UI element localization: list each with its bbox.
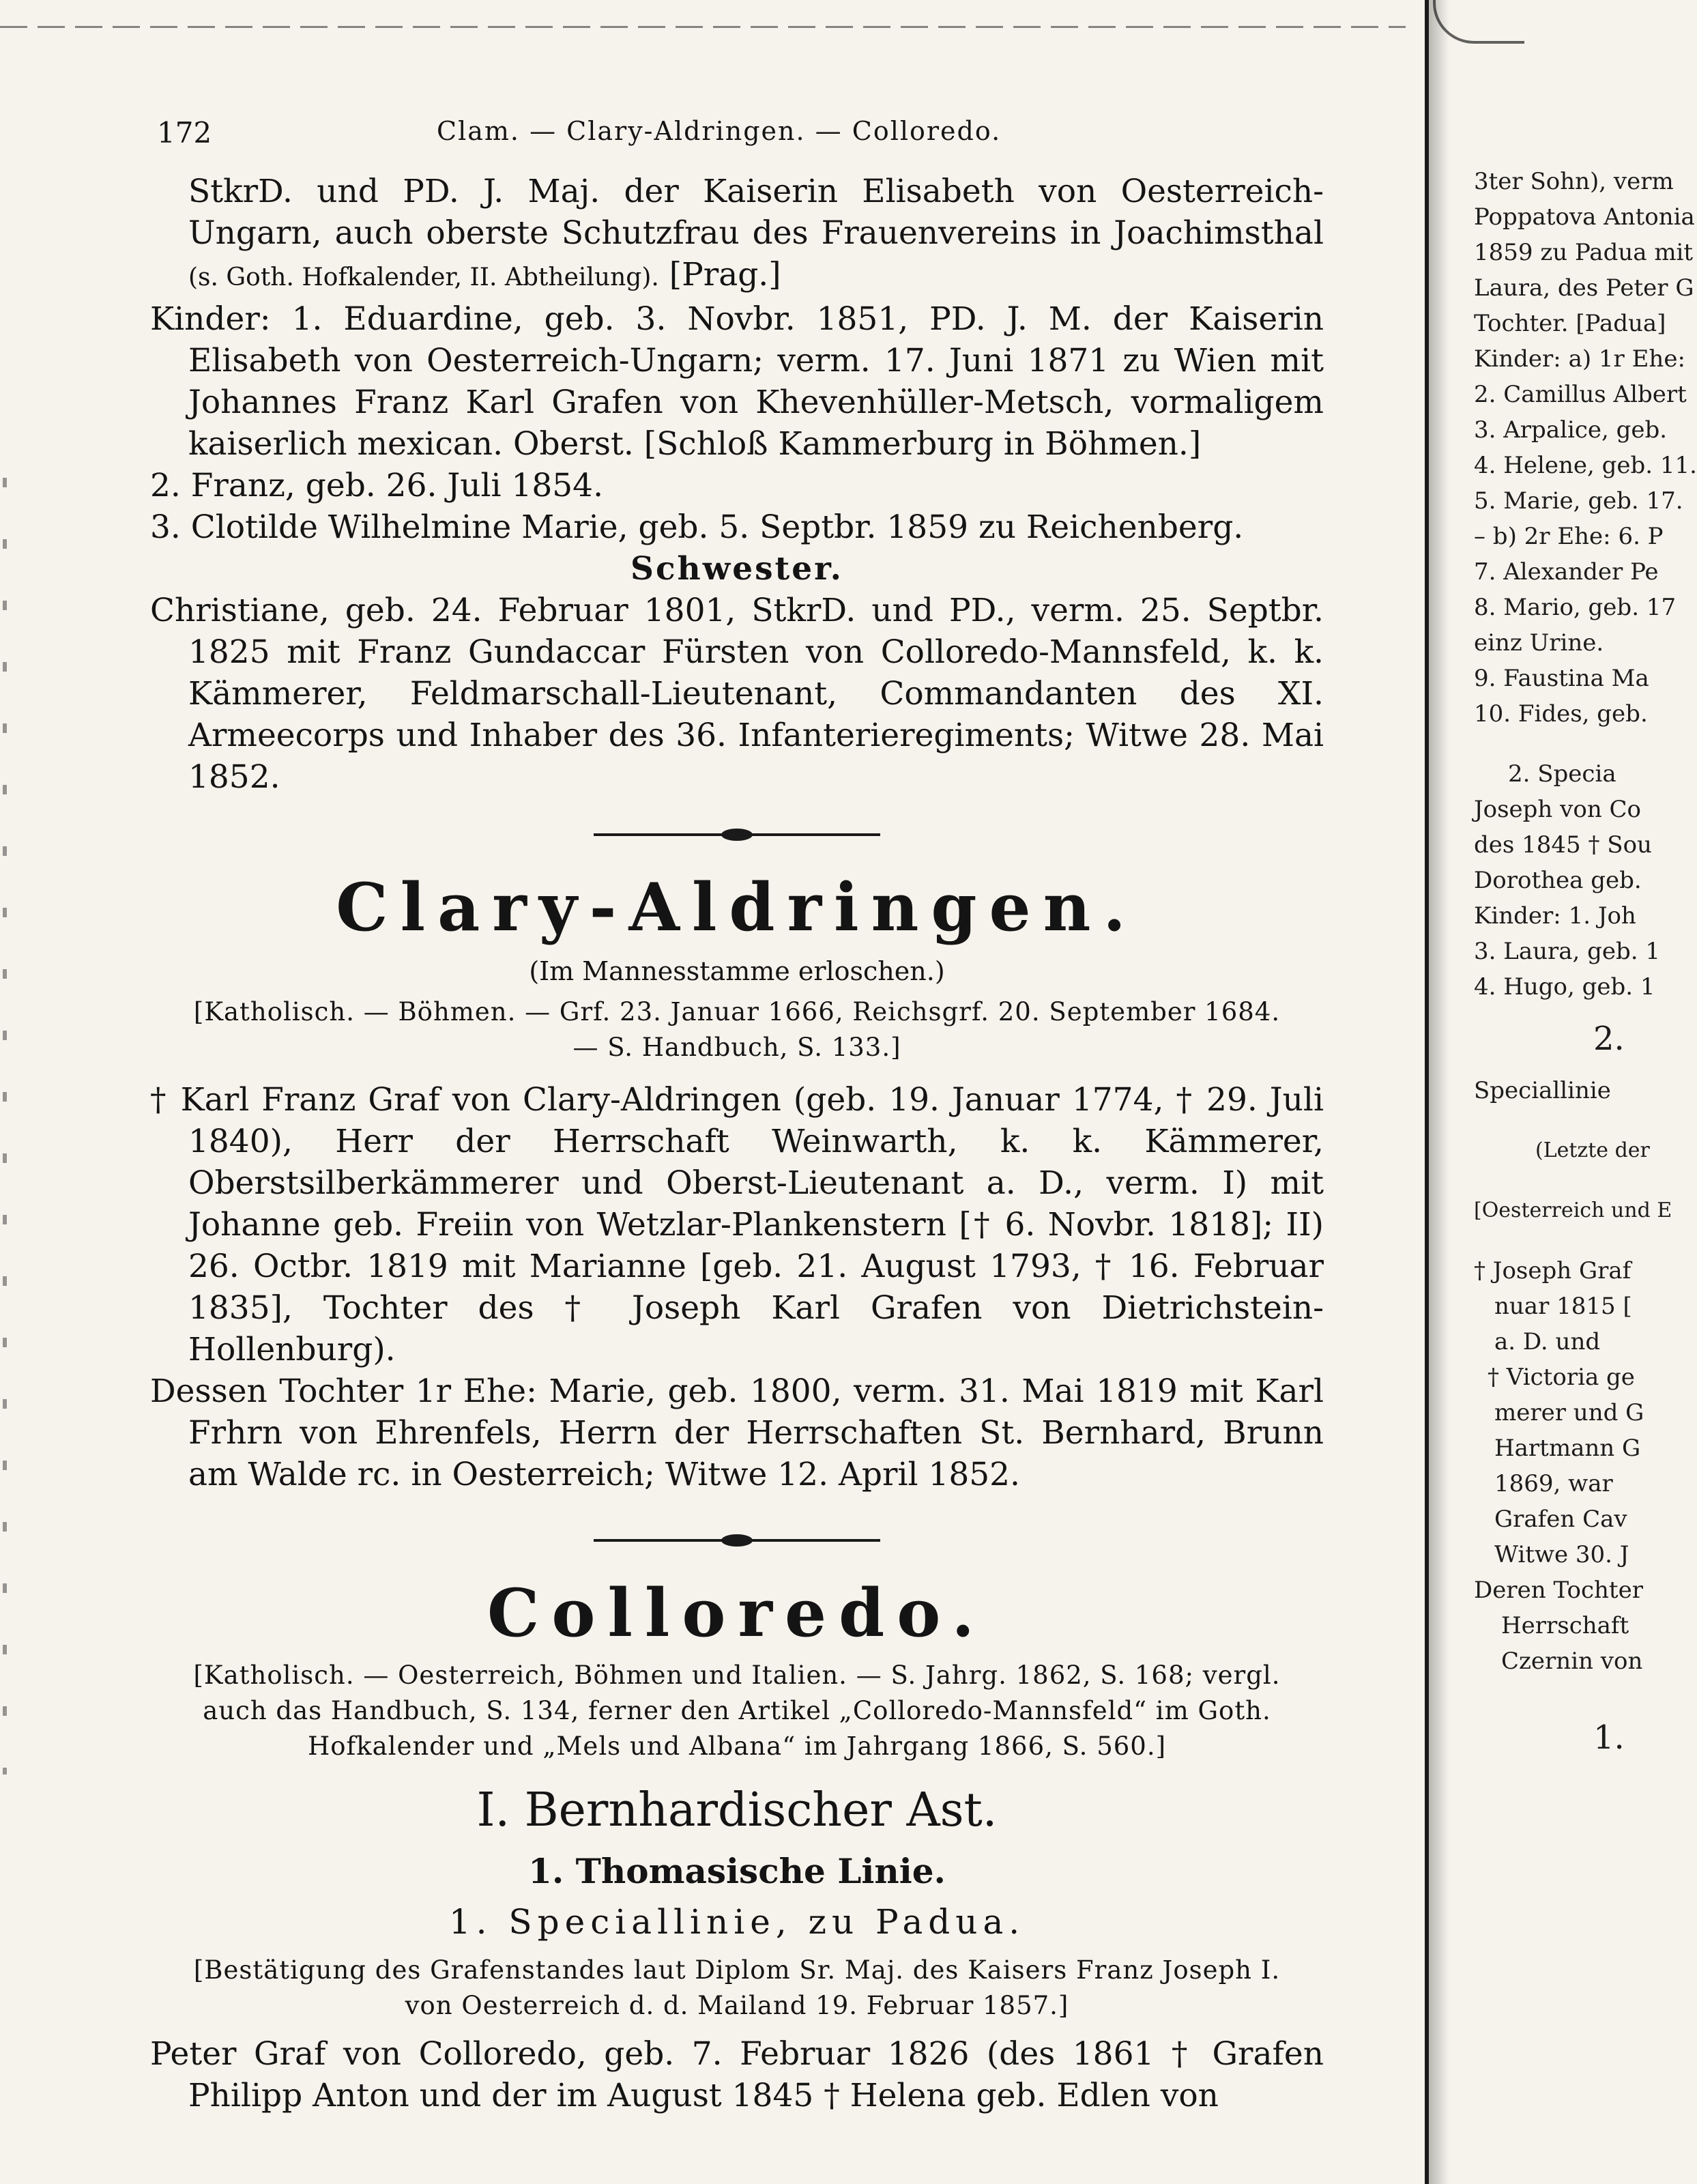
colloredo-peter-entry: Peter Graf von Colloredo, geb. 7. Februar 1826 (des 1861 † Grafen Philipp Anton und der im August 1845 † Helena geb. Edlen von bbox=[150, 2035, 1324, 2114]
adjacent-gap bbox=[1474, 732, 1638, 756]
adjacent-line: Deren Tochter bbox=[1474, 1577, 1643, 1604]
adjacent-line: Tochter. [Padua] bbox=[1474, 310, 1666, 337]
page-number: 172 bbox=[157, 116, 212, 149]
section-divider-1 bbox=[150, 814, 1324, 855]
clary-karl-entry: † Karl Franz Graf von Clary-Aldringen (geb. 19. Januar 1774, † 29. Juli 1840), Herr der Herrschaft Weinwarth, k. k. Kämmerer, Oberstsilberkämmerer und Oberst-Lieutenant a. D., verm. I) mit Johanne geb. Freiin von Wetzlar-Plankenstern [† 6. Novbr. 1818]; II) 26. Octbr. 1819 mit Marianne [geb. 21. August 1793, † 16. Februar 1835], Tochter des † Joseph Karl Grafen von Dietrichstein-Hollenburg). bbox=[150, 1081, 1324, 1368]
running-title: Clam. — Clary-Aldringen. — Colloredo. bbox=[437, 116, 1002, 146]
main-page bbox=[150, 109, 1324, 2116]
adjacent-line: 1869, war bbox=[1494, 1470, 1613, 1497]
adjacent-line: nuar 1815 [ bbox=[1494, 1293, 1632, 1320]
adjacent-line: Joseph von Co bbox=[1474, 796, 1642, 823]
kinder-entry-3: 3. Clotilde Wilhelmine Marie, geb. 5. Septbr. 1859 zu Reichenberg. bbox=[150, 508, 1244, 546]
colloredo-confirmation-note: [Bestätigung des Grafenstandes laut Diplom Sr. Maj. des Kaisers Franz Joseph I. von Oesterreich d. d. Mailand 19. Februar 1857.] bbox=[193, 1955, 1281, 2020]
adjacent-line: 9. Faustina Ma bbox=[1474, 665, 1649, 692]
schwester-entry: Christiane, geb. 24. Februar 1801, StkrD. und PD., verm. 25. Septbr. 1825 mit Franz Gundaccar Fürsten von Colloredo-Mannsfeld, k. k. Kämmerer, Feldmarschall-Lieutenant, Commandanten des XI. Armeecorps und Inhaber des 36. Infanterieregiments; Witwe 28. Mai 1852. bbox=[150, 592, 1324, 796]
adjacent-line: Czernin von bbox=[1501, 1648, 1643, 1675]
colloredo-special-line-heading: 1. Speciallinie, zu Padua. bbox=[448, 1902, 1026, 1942]
adjacent-line: 1859 zu Padua mit bbox=[1474, 239, 1694, 266]
adjacent-line: Laura, des Peter G bbox=[1474, 274, 1694, 302]
adjacent-line: 5. Marie, geb. 17. bbox=[1474, 487, 1683, 515]
adjacent-line: Grafen Cav bbox=[1494, 1506, 1627, 1533]
adjacent-line: einz Urine. bbox=[1474, 629, 1604, 657]
colloredo-bracket-note: [Katholisch. — Oesterreich, Böhmen und Italien. — S. Jahrg. 1862, S. 168; vergl. auch das Handbuch, S. 134, ferner den Artikel „Colloredo-Mannsfeld“ im Goth. Hofkalender und „Mels und Albana“ im Jahrgang 1866, S. 560.] bbox=[193, 1661, 1281, 1761]
adjacent-line: Kinder: 1. Joh bbox=[1474, 902, 1636, 930]
clary-family-title: Clary-Aldringen. bbox=[336, 869, 1138, 946]
adjacent-line: Hartmann G bbox=[1494, 1435, 1641, 1462]
top-scan-rule bbox=[0, 26, 1406, 28]
adjacent-line: 2. Camillus Albert bbox=[1474, 381, 1687, 408]
clary-tochter-entry: Dessen Tochter 1r Ehe: Marie, geb. 1800, verm. 31. Mai 1819 mit Karl Frhrn von Ehrenfels, Herrn der Herrschaften St. Bernhard, Brunn am Walde rc. in Oesterreich; Witwe 12. April 1852. bbox=[150, 1373, 1324, 1493]
adjacent-line: des 1845 † Sou bbox=[1474, 831, 1652, 859]
adjacent-line: – b) 2r Ehe: 6. P bbox=[1474, 523, 1664, 550]
adjacent-line: merer und G bbox=[1494, 1399, 1644, 1426]
adjacent-line: Herrschaft bbox=[1501, 1612, 1629, 1639]
adjacent-gap bbox=[1474, 1108, 1638, 1133]
clary-bracket-note: [Katholisch. — Böhmen. — Grf. 23. Januar 1666, Reichsgrf. 20. September 1684. — S. Handbuch, S. 133.] bbox=[193, 997, 1281, 1062]
adjacent-line: 3. Arpalice, geb. bbox=[1474, 416, 1668, 444]
schwester-heading: Schwester. bbox=[630, 550, 843, 588]
adjacent-line: 4. Hugo, geb. 1 bbox=[1474, 973, 1655, 1001]
adjacent-line: [Oesterreich und E bbox=[1474, 1198, 1672, 1222]
gutter-shadow bbox=[1429, 0, 1449, 2184]
clam-continuation-ref: (s. Goth. Hofkalender, II. Abtheilung). bbox=[188, 263, 659, 291]
page-header bbox=[150, 109, 1324, 171]
adjacent-page-fragment bbox=[1474, 164, 1697, 1772]
adjacent-line: 1. bbox=[1593, 1719, 1625, 1757]
adjacent-line: 3. Laura, geb. 1 bbox=[1474, 938, 1661, 965]
adjacent-line: 10. Fides, geb. bbox=[1474, 700, 1648, 728]
kinder-entry-1: Kinder: 1. Eduardine, geb. 3. Novbr. 1851, PD. J. M. der Kaiserin Elisabeth von Oesterreich-Ungarn; verm. 17. Juni 1871 zu Wien mit Johannes Franz Karl Grafen von Khevenhüller-Metsch, vormaligem kaiserlich mexican. Oberst. [Schloß Kammerburg in Böhmen.] bbox=[150, 300, 1324, 463]
adjacent-line: Dorothea geb. bbox=[1474, 867, 1642, 894]
colloredo-branch-heading: I. Bernhardischer Ast. bbox=[476, 1783, 998, 1837]
adjacent-line: a. D. und bbox=[1494, 1328, 1601, 1355]
adjacent-line: Poppatova Antonia bbox=[1474, 203, 1695, 231]
left-margin-marks bbox=[3, 478, 7, 1774]
clary-subtitle: (Im Mannesstamme erloschen.) bbox=[529, 956, 945, 986]
adjacent-line: (Letzte der bbox=[1535, 1138, 1650, 1162]
adjacent-line: 2. Specia bbox=[1508, 760, 1616, 788]
adjacent-line: † Victoria ge bbox=[1488, 1364, 1635, 1391]
clam-continuation-place: [Prag.] bbox=[669, 256, 781, 293]
adjacent-line: Speciallinie bbox=[1474, 1077, 1611, 1104]
adjacent-line: 7. Alexander Pe bbox=[1474, 558, 1659, 586]
adjacent-line: Kinder: a) 1r Ehe: bbox=[1474, 345, 1685, 373]
adjacent-gap bbox=[1474, 1168, 1638, 1193]
kinder-entry-2: 2. Franz, geb. 26. Juli 1854. bbox=[150, 467, 604, 504]
colloredo-family-title: Colloredo. bbox=[487, 1575, 987, 1652]
adjacent-gap bbox=[1474, 1679, 1638, 1704]
clam-continuation-text: StkrD. und PD. J. Maj. der Kaiserin Elisabeth von Oesterreich-Ungarn, auch oberste Schutzfrau des Frauenvereins in Joachimsthal bbox=[188, 173, 1324, 252]
clam-continuation bbox=[150, 171, 1324, 298]
adjacent-line: † Joseph Graf bbox=[1474, 1257, 1631, 1284]
section-divider-2 bbox=[150, 1520, 1324, 1561]
colloredo-line-heading: 1. Thomasische Linie. bbox=[528, 1851, 946, 1891]
adjacent-line: 3ter Sohn), verm bbox=[1474, 168, 1674, 195]
adjacent-line: Witwe 30. J bbox=[1494, 1541, 1629, 1568]
adjacent-line: 2. bbox=[1593, 1020, 1625, 1058]
adjacent-gap bbox=[1474, 1228, 1638, 1253]
adjacent-line: 4. Helene, geb. 11. bbox=[1474, 452, 1697, 479]
adjacent-line: 8. Mario, geb. 17 bbox=[1474, 594, 1677, 621]
